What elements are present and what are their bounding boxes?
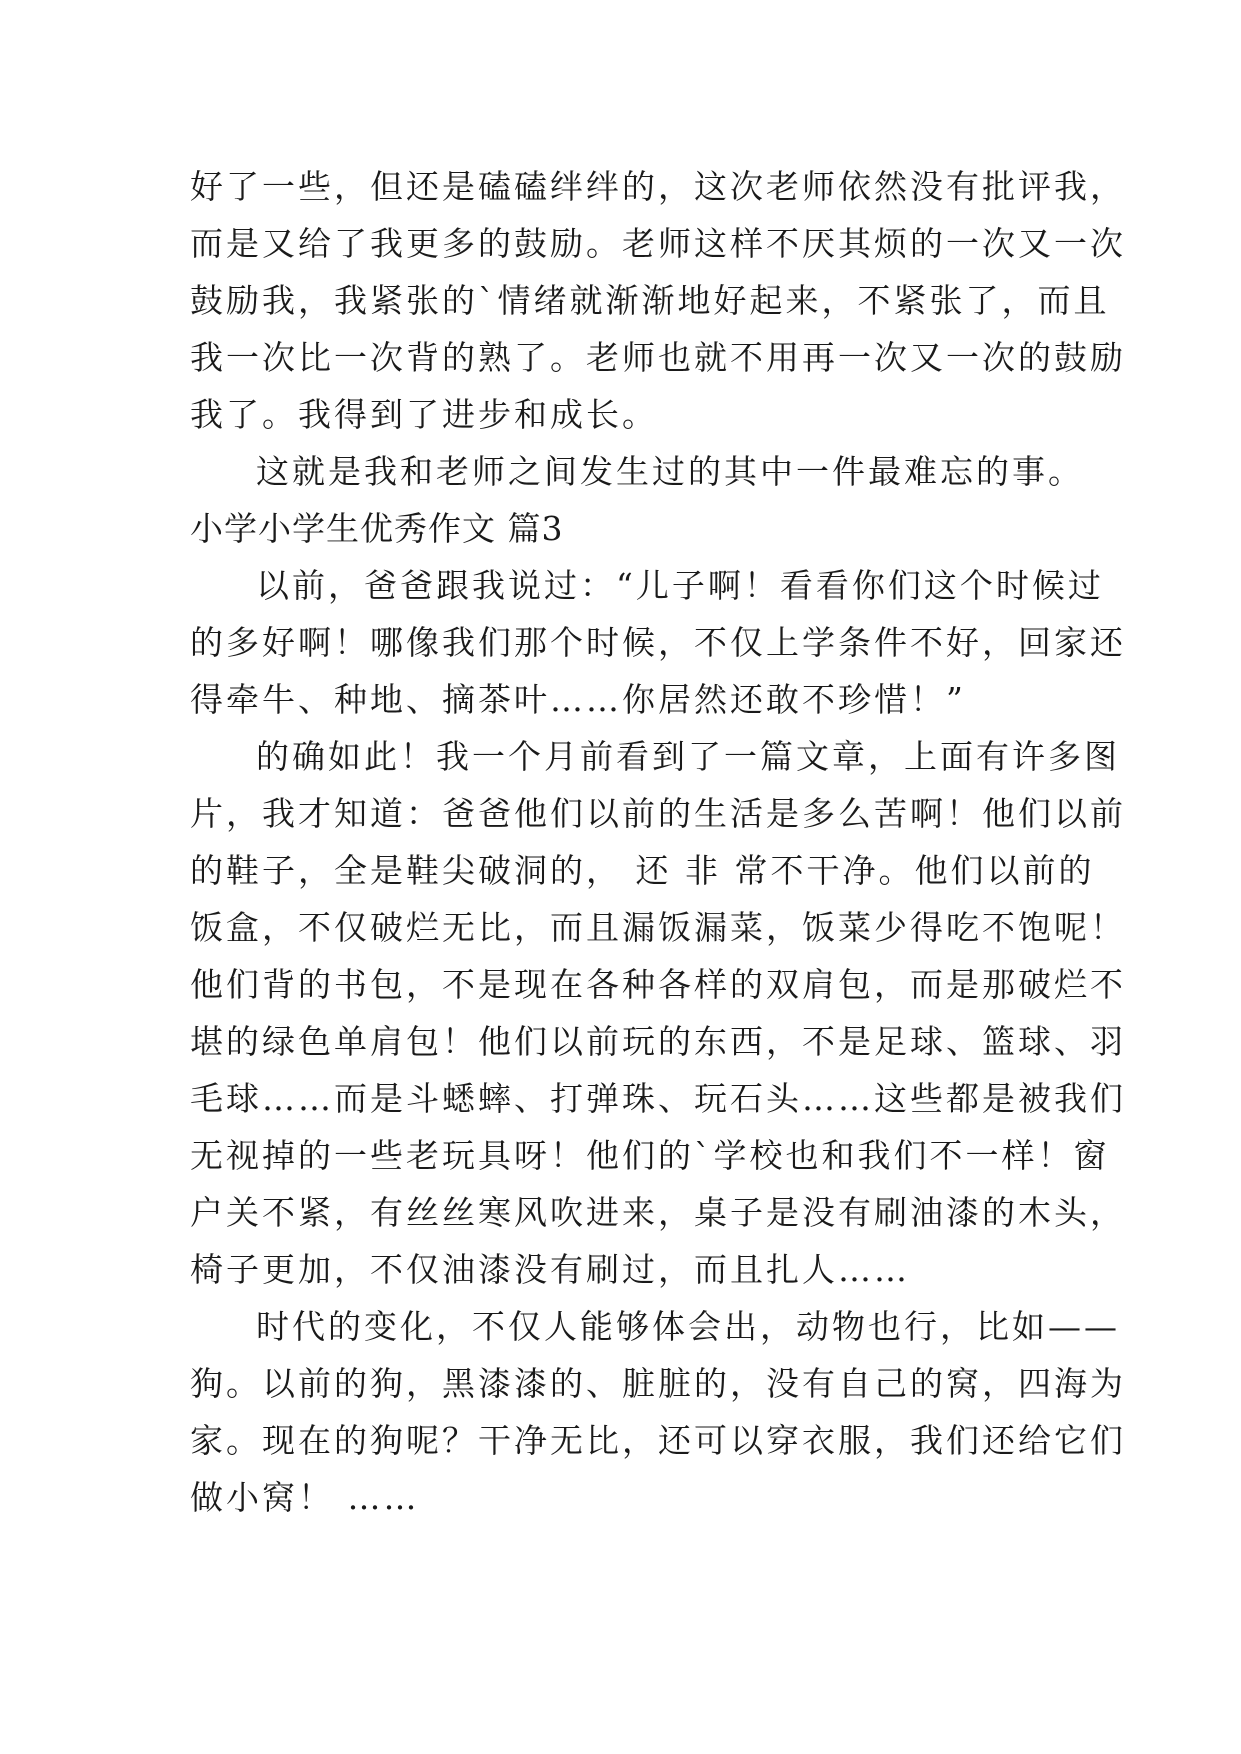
text-line: 家。现在的狗呢？干净无比，还可以穿衣服，我们还给它们 <box>190 1421 1126 1460</box>
text-line: 我了。我得到了进步和成长。 <box>190 395 658 434</box>
text-line: 户关不紧，有丝丝寒风吹进来，桌子是没有刷油漆的木头， <box>190 1193 1126 1232</box>
text-line: 的多好啊！哪像我们那个时候，不仅上学条件不好，回家还 <box>190 623 1126 662</box>
text-line: 的确如此！我一个月前看到了一篇文章，上面有许多图 <box>256 737 1120 776</box>
text-line: 毛球……而是斗蟋蟀、打弹珠、玩石头……这些都是被我们 <box>190 1079 1126 1118</box>
text-line: 的鞋子，全是鞋尖破洞的， 还 非 常不干净。他们以前的 <box>190 851 1095 890</box>
text-line: 我一次比一次背的熟了。老师也就不用再一次又一次的鼓励 <box>190 338 1126 377</box>
text-line: 做小窝！ …… <box>190 1478 420 1517</box>
text-line: 好了一些，但还是磕磕绊绊的，这次老师依然没有批评我， <box>190 167 1126 206</box>
text-line: 椅子更加，不仅油漆没有刷过，而且扎人…… <box>190 1250 910 1289</box>
text-line: 得牵牛、种地、摘茶叶……你居然还敢不珍惜！” <box>190 680 966 719</box>
document-body <box>190 158 1126 1526</box>
text-line: 片，我才知道：爸爸他们以前的生活是多么苦啊！他们以前 <box>190 794 1126 833</box>
text-line: 鼓励我，我紧张的`情绪就渐渐地好起来，不紧张了，而且 <box>190 281 1110 320</box>
text-line: 堪的绿色单肩包！他们以前玩的东西，不是足球、篮球、羽 <box>190 1022 1126 1061</box>
text-line: 狗。以前的狗，黑漆漆的、脏脏的，没有自己的窝，四海为 <box>190 1364 1126 1403</box>
text-line: 而是又给了我更多的鼓励。老师这样不厌其烦的一次又一次 <box>190 224 1126 263</box>
text-line: 无视掉的一些老玩具呀！他们的`学校也和我们不一样！窗 <box>190 1136 1110 1175</box>
text-line: 他们背的书包，不是现在各种各样的双肩包，而是那破烂不 <box>190 965 1126 1004</box>
section-heading: 小学小学生优秀作文 篇3 <box>190 509 564 548</box>
text-line: 以前，爸爸跟我说过：“儿子啊！看看你们这个时候过 <box>256 566 1104 605</box>
text-line: 饭盒，不仅破烂无比，而且漏饭漏菜，饭菜少得吃不饱呢！ <box>190 908 1126 947</box>
text-line: 时代的变化，不仅人能够体会出，动物也行，比如—— <box>256 1307 1120 1346</box>
text-line: 这就是我和老师之间发生过的其中一件最难忘的事。 <box>256 452 1084 491</box>
